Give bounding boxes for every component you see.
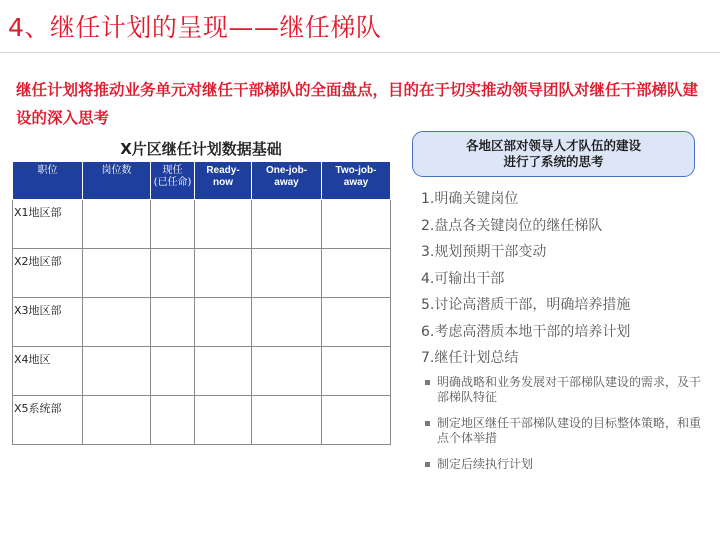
row-label: X3地区部	[13, 298, 83, 347]
table-row	[13, 249, 391, 298]
row-label: X5系统部	[13, 396, 83, 445]
substep-item	[437, 416, 711, 446]
square-bullet-icon	[425, 421, 430, 426]
substep-item	[437, 375, 711, 405]
header-incumbent: 现任 (已任命)	[151, 162, 195, 200]
step-item: 6.考虑高潜质本地干部的培养计划	[421, 323, 631, 340]
step-item: 7.继任计划总结	[421, 350, 519, 366]
step-item: 3.规划预期干部变动	[421, 244, 547, 260]
header-position: 职位	[13, 162, 83, 200]
slide-title: 4、继任计划的呈现——继任梯队	[8, 13, 382, 42]
header-two-job-away: Two-job- away	[322, 162, 391, 200]
title-divider	[0, 52, 720, 53]
square-bullet-icon	[425, 380, 430, 385]
header-post-count: 岗位数	[83, 162, 151, 200]
succession-data-table	[12, 161, 391, 445]
header-one-job-away: One-job- away	[252, 162, 322, 200]
table-row	[13, 298, 391, 347]
step-item: 1.明确关键岗位	[421, 191, 519, 207]
callout-box	[412, 131, 695, 177]
substep-text: 制定地区继任干部梯队建设的目标整体策略，和重点个体举措	[437, 415, 702, 445]
row-label: X4地区	[13, 347, 83, 396]
step-item: 5.讨论高潜质干部，明确培养措施	[421, 297, 631, 313]
substep-text: 制定后续执行计划	[437, 456, 534, 471]
header-ready-now: Ready- now	[195, 162, 252, 200]
steps-list	[421, 186, 711, 483]
table-header-row	[13, 162, 391, 200]
slide-subtitle: 继任计划将推动业务单元对继任干部梯队的全面盘点，目的在于切实推动领导团队对继任干部梯队建设的深入思考	[16, 81, 699, 127]
substep-item	[437, 457, 711, 472]
substeps-list	[421, 375, 711, 472]
table-row	[13, 396, 391, 445]
square-bullet-icon	[425, 462, 430, 467]
table-title: X片区继任计划数据基础	[120, 140, 282, 158]
step-item: 2.盘点各关键岗位的继任梯队	[421, 217, 603, 234]
substep-text: 明确战略和业务发展对干部梯队建设的需求，及干部梯队特征	[437, 374, 702, 404]
table-row	[13, 347, 391, 396]
row-label: X1地区部	[13, 200, 83, 249]
step-item: 4.可输出干部	[421, 270, 505, 287]
row-label: X2地区部	[13, 249, 83, 298]
table-row	[13, 200, 391, 249]
callout-text: 各地区部对领导人才队伍的建设 进行了系统的思考	[465, 138, 641, 169]
